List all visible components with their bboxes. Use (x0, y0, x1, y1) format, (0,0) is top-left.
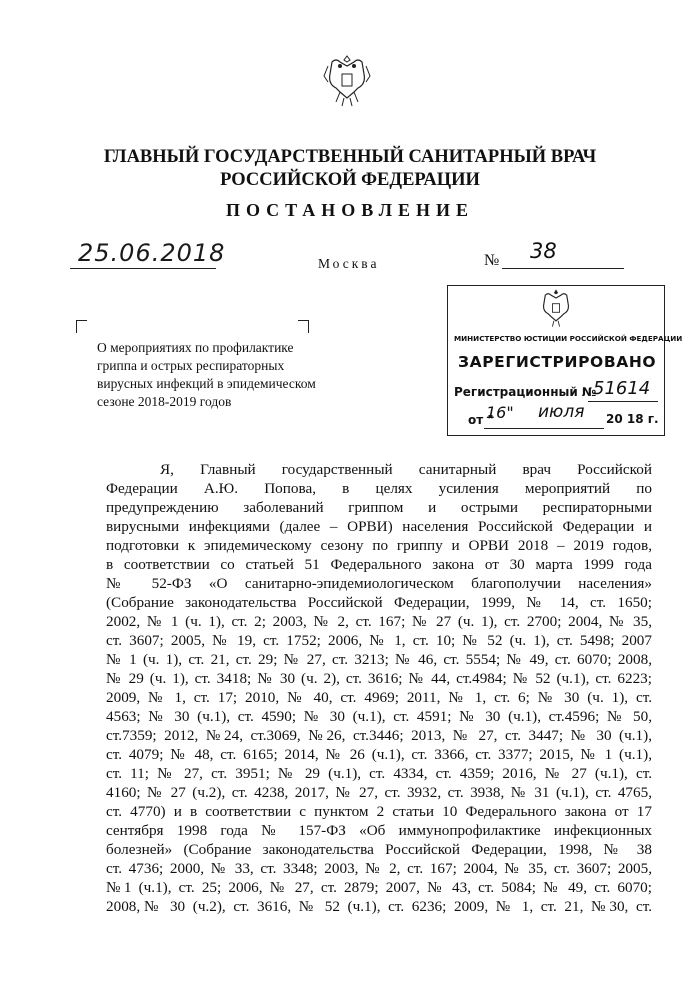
stamp-day: 16" (486, 403, 514, 422)
body-line: вирусными инфекциями (далее – ОРВИ) населения Российской Федерации и (106, 518, 652, 535)
stamp-year: 20 18 г. (606, 412, 659, 426)
body-line: ст. 4736; 2000, № 33, ст. 3348; 2003, № 2, ст. 167; 2004, № 35, ст. 3607; 2005, (106, 860, 652, 877)
body-line: ст. 11; № 27, ст. 3951; № 29 (ч.1), ст. 4334, ст. 4359; 2016, № 27 (ч.1), ст. (106, 765, 652, 782)
subject-line: сезоне 2018-2019 годов (97, 394, 232, 409)
body-line: в соответствии со статьей 51 Федерального закона от 30 марта 1999 года (106, 556, 652, 573)
stamp-coat-of-arms-icon (537, 288, 575, 328)
stamp-regno-label: Регистрационный № (454, 385, 597, 399)
authority-line-1: ГЛАВНЫЙ ГОСУДАРСТВЕННЫЙ САНИТАРНЫЙ ВРАЧ (103, 147, 597, 167)
body-line: № 1 (ч. 1), ст. 21, ст. 29; № 27, ст. 3213; № 46, ст. 5554; № 49, ст. 6070; 2008, (106, 651, 652, 668)
coat-of-arms-icon (322, 52, 372, 108)
document-body (106, 460, 652, 916)
body-line: ст. 4079; № 48, ст. 6165; 2014, № 26 (ч.1), ст. 3366, ст. 3377; 2015, № 1 (ч.1), (106, 746, 652, 763)
stamp-month: июля (538, 402, 585, 422)
subject-line: О мероприятиях по профилактике (97, 340, 294, 355)
body-line: болезней» (Собрание законодательства Российской Федерации, 1998, № 38 (106, 841, 652, 858)
body-line: подготовки к эпидемическому сезону по гриппу и ОРВИ 2018 – 2019 годов, (106, 537, 652, 554)
stamp-ministry: МИНИСТЕРСТВО ЮСТИЦИИ РОССИЙСКОЙ ФЕДЕРАЦИИ (454, 334, 683, 343)
subject-corner-right (298, 320, 309, 333)
subject-line: гриппа и острых респираторных (97, 358, 285, 373)
document-number: 38 (530, 239, 557, 263)
date-underline (70, 268, 216, 269)
number-underline (502, 268, 624, 269)
body-line: №1 (ч.1), ст. 25; 2006, № 27, ст. 2879; 2007, № 43, ст. 5084; № 49, ст. 6070; (106, 879, 652, 896)
body-line: 2009, № 1, ст. 17; 2010, № 40, ст. 4969; 2011, № 1, ст. 6; № 30 (ч. 1), ст. (106, 689, 652, 706)
authority-line-2: РОССИЙСКОЙ ФЕДЕРАЦИИ (220, 170, 480, 190)
body-line: ст. 4770) и в соответствии с пунктом 2 статьи 10 Федерального закона от 17 (106, 803, 652, 820)
stamp-date-underline (484, 428, 604, 429)
body-line: ст.7359; 2012, №24, ст.3069, №26, ст.3446; 2013, № 27, ст. 3447; № 30 (ч.1), (106, 727, 652, 744)
stamp-registered: ЗАРЕГИСТРИРОВАНО (458, 353, 657, 371)
body-line: (Собрание законодательства Российской Федерации, 1999, № 14, ст. 1650; (106, 594, 652, 611)
subject-line: вирусных инфекций в эпидемическом (97, 376, 316, 391)
subject-corner-left (76, 320, 87, 333)
document-city: Москва (318, 256, 380, 271)
document-type: ПОСТАНОВЛЕНИЕ (225, 200, 475, 220)
body-line: ст. 3607; 2005, № 19, ст. 1752; 2006, № 1, ст. 10; № 52 (ч. 1), ст. 5498; 2007 (106, 632, 652, 649)
body-line: 4160; № 27 (ч.2), ст. 4238, 2017, № 27, ст. 3932, ст. 3938, № 31 (ч.1), ст. 4765, (106, 784, 652, 801)
document-date: 25.06.2018 (78, 239, 226, 267)
stamp-from-label: от " (468, 413, 494, 427)
body-line: предупреждению заболеваний гриппом и острыми респираторными (106, 499, 652, 516)
body-line: № 29 (ч. 1), ст. 3418; № 30 (ч. 2), ст. 3616; № 44, ст.4984; № 52 (ч.1), ст. 6223; (106, 670, 652, 687)
body-line: Федерации А.Ю. Попова, в целях усиления мероприятий по (106, 480, 652, 497)
body-line: 2002, № 1 (ч. 1), ст. 2; 2003, № 2, ст. 167; № 27 (ч. 1), ст. 2700; 2004, № 35, (106, 613, 652, 630)
document-subject (97, 339, 327, 411)
issuing-authority (60, 146, 640, 192)
body-line: № 52-ФЗ «О санитарно-эпидемиологическом благополучии населения» (106, 575, 652, 592)
stamp-regno: 51614 (593, 378, 651, 399)
registration-stamp (447, 285, 683, 436)
body-line: сентября 1998 года № 157-ФЗ «Об иммунопрофилактике инфекционных (106, 822, 652, 839)
body-line: Я, Главный государственный санитарный врач Российской (160, 461, 652, 478)
stamp-regno-underline (588, 401, 658, 402)
number-sign: № (484, 252, 500, 269)
body-line: 4563; № 30 (ч.1), ст. 4590; № 30 (ч.1), ст. 4591; № 30 (ч.1), ст.4596; № 50, (106, 708, 652, 725)
body-line: 2008,№ 30 (ч.2), ст. 3616, № 52 (ч.1), ст. 6236; 2009, № 1, ст. 21, №30, ст. (106, 898, 652, 915)
